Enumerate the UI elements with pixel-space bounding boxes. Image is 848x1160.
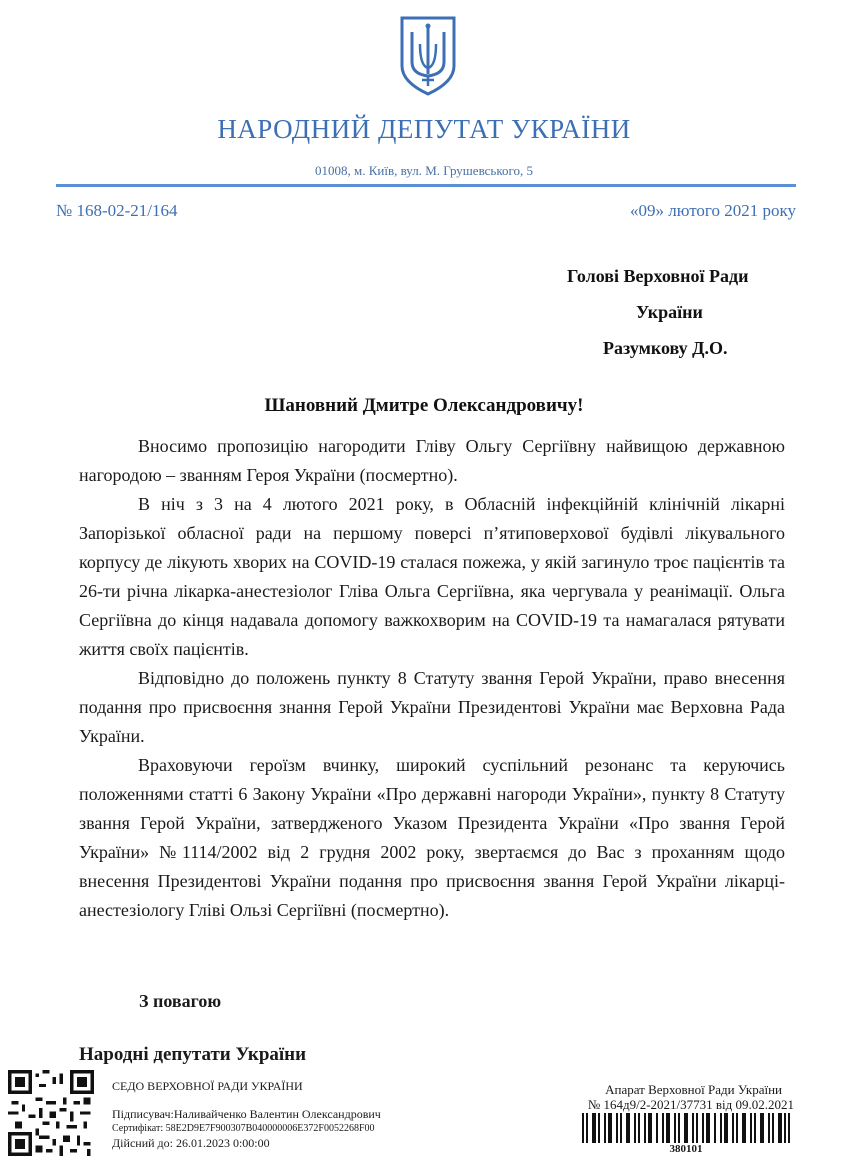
signatories: Народні депутати України [79,1044,307,1065]
document-number: № 168-02-21/164 [56,201,178,220]
letterhead-address: 01008, м. Київ, вул. М. Грушевського, 5 [314,163,533,178]
addressee-line-2: України [636,302,703,322]
addressee-line-1: Голові Верховної Ради [567,266,749,286]
document-date: «09» лютого 2021 року [630,201,796,220]
certificate-id: Сертифікат: 58E2D9E7F900307B040000006E372F0052268F00 [112,1123,375,1134]
certificate-validity: Дійсний до: 26.01.2023 0:00:00 [112,1136,270,1150]
closing: З повагою [139,991,222,1011]
apparatus-title: Апарат Верховної Ради України [605,1082,782,1097]
signer-name: Підписувач:Наливайченко Валентин Олександрович [112,1107,381,1121]
qr-code-icon [8,1070,94,1156]
addressee-line-3: Разумкову Д.О. [603,338,728,358]
barcode-icon [582,1113,790,1143]
paragraph-3: Відповідно до положень пункту 8 Статуту звання Герой України, право внесення подання про присвоєння знання Герой України Президентові України має Верховна Рада України. [79,668,785,746]
letter-body [79,432,785,925]
paragraph-2: В ніч з 3 на 4 лютого 2021 року, в Обласній інфекційній клінічній лікарні Запорізької обласної ради на першому поверсі п’ятиповерхової будівлі лікувального корпусу де лікують хворих на COVID-19 сталася пожежа, у якій загинуло троє пацієнтів та 26-ти річна лікарка-анестезіолог Глiва Ольга Сергіївна, яка чергувала у реанімації. Ольга Сергіївна до кінця надавала допомогу важкохворим на COVID-19 та намагалася рятувати життя своїх пацієнтів. [79,494,785,659]
paragraph-1: Вносимо пропозицію нагородити Гліву Ольгу Сергіївну найвищою державною нагородою – званням Героя України (посмертно). [79,436,785,485]
sedo-title: СЕДО ВЕРХОВНОЇ РАДИ УКРАЇНИ [112,1079,303,1093]
registration-number: № 164д9/2-2021/37731 від 09.02.2021 [587,1097,794,1112]
salutation: Шановний Дмитре Олександровичу! [264,395,584,416]
paragraph-4: Враховуючи героїзм вчинку, широкий суспільний резонанс та керуючись положеннями статті 6 Закону України «Про державні нагороди України», пункту 8 Статуту звання Герой України, затвердженого Указом Президента України «Про звання Герой України» №1114/2002 від 2 грудня 2002 року, звертаємся до Вас з проханням щодо внесення Президентові України подання про присвоєння звання Герой України лікарці-анестезіологу Гліві Ользі Сергіївні (посмертно). [79,755,785,920]
header-divider [56,184,796,187]
barcode-number: 380101 [669,1143,703,1155]
letterhead-title: НАРОДНИЙ ДЕПУТАТ УКРАЇНИ [217,114,631,144]
trident-emblem-icon [398,14,458,98]
